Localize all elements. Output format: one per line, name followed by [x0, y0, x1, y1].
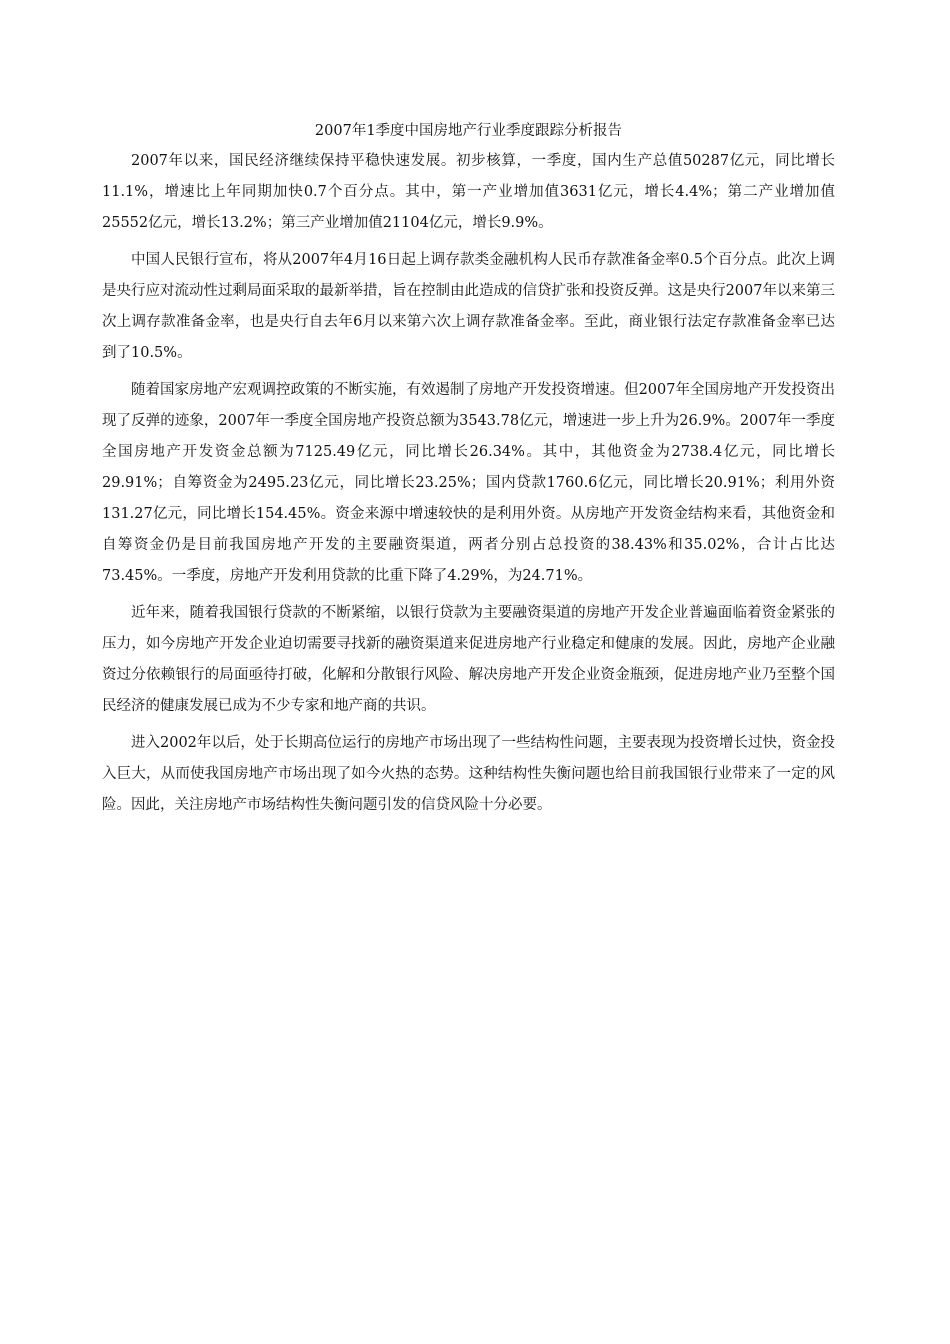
- paragraph-market-risk: 进入2002年以后，处于长期高位运行的房地产市场出现了一些结构性问题，主要表现为投资增长过快，资金投入巨大，从而使我国房地产市场出现了如今火热的态势。这种结构性失衡问题也给目前我国银行业带来了一定的风险。因此，关注房地产市场结构性失衡问题引发的信贷风险十分必要。: [102, 735, 835, 813]
- document-title: 2007年1季度中国房地产行业季度跟踪分析报告: [314, 123, 623, 139]
- paragraph-financing: 近年来，随着我国银行贷款的不断紧缩，以银行贷款为主要融资渠道的房地产开发企业普遍面临着资金紧张的压力，如今房地产开发企业迫切需要寻找新的融资渠道来促进房地产行业稳定和健康的发展。因此，房地产企业融资过分依赖银行的局面亟待打破，化解和分散银行风险、解决房地产开发企业资金瓶颈，促进房地产业乃至整个国民经济的健康发展已成为不少专家和地产商的共识。: [102, 605, 835, 714]
- document-body: [102, 121, 835, 827]
- paragraph-gdp: 2007年以来，国民经济继续保持平稳快速发展。初步核算，一季度，国内生产总值50287亿元，同比增长11.1%，增速比上年同期加快0.7个百分点。其中，第一产业增加值3631亿元，增长4.4%；第二产业增加值25552亿元，增长13.2%；第三产业增加值21104亿元，增长9.9%。: [102, 153, 835, 231]
- paragraph-reserve-ratio: 中国人民银行宣布，将从2007年4月16日起上调存款类金融机构人民币存款准备金率0.5个百分点。此次上调是央行应对流动性过剩局面采取的最新举措，旨在控制由此造成的信贷扩张和投资反弹。这是央行2007年以来第三次上调存款准备金率，也是央行自去年6月以来第六次上调存款准备金率。至此，商业银行法定存款准备金率已达到了10.5%。: [102, 252, 835, 361]
- paragraph-investment: 随着国家房地产宏观调控政策的不断实施，有效遏制了房地产开发投资增速。但2007年全国房地产开发投资出现了反弹的迹象，2007年一季度全国房地产投资总额为3543.78亿元，增速进一步上升为26.9%。2007年一季度全国房地产开发资金总额为7125.49亿元，同比增长26.34%。其中，其他资金为2738.4亿元，同比增长29.91%；自筹资金为2495.23亿元，同比增长23.25%；国内贷款1760.6亿元，同比增长20.91%；利用外资131.27亿元，同比增长154.45%。资金来源中增速较快的是利用外资。从房地产开发资金结构来看，其他资金和自筹资金仍是目前我国房地产开发的主要融资渠道，两者分别占总投资的38.43%和35.02%，合计占比达73.45%。一季度，房地产开发利用贷款的比重下降了4.29%，为24.71%。: [102, 382, 835, 584]
